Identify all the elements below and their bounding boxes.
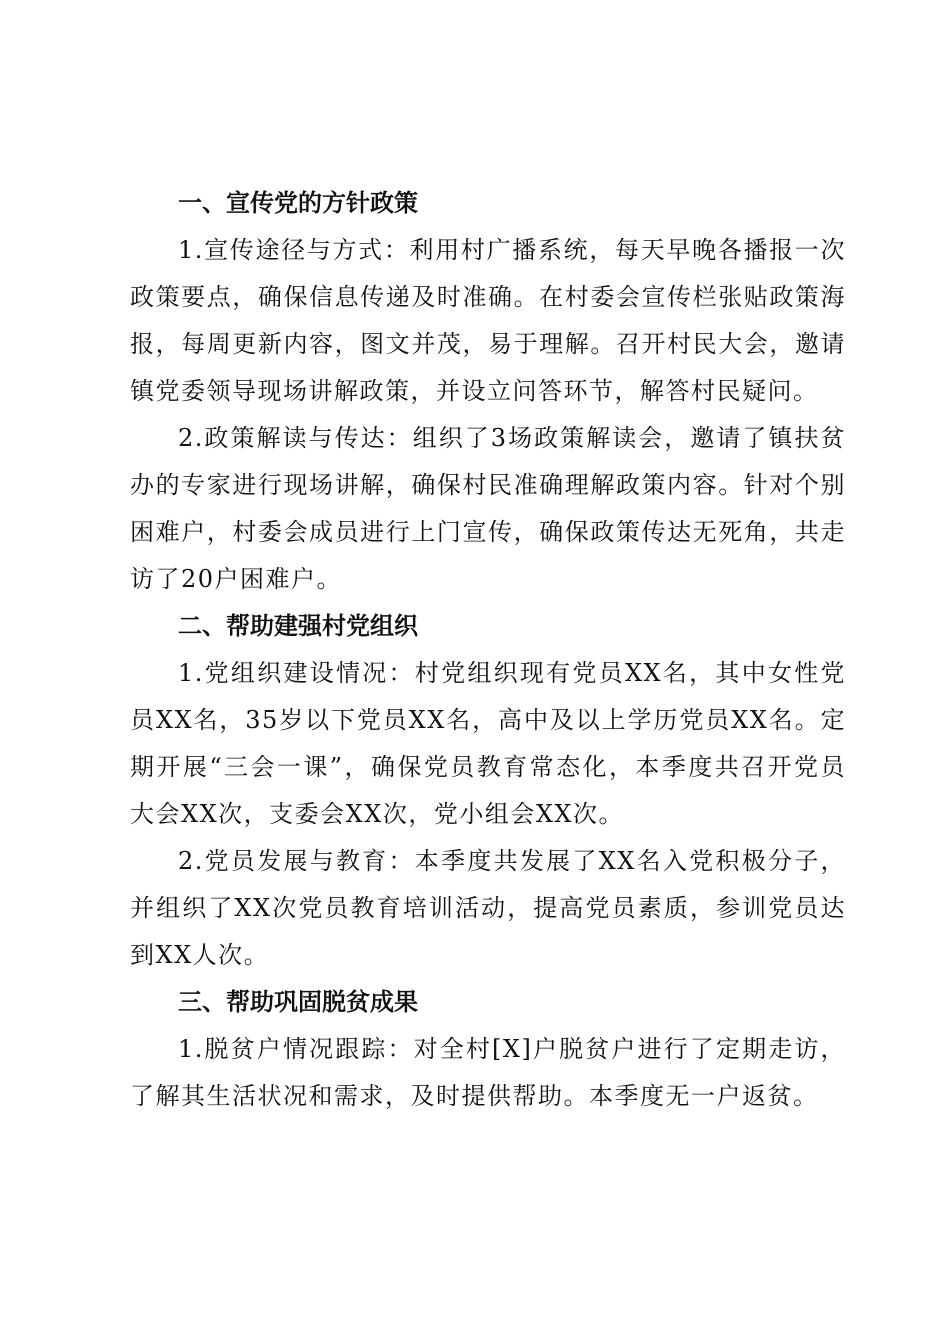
paragraph: 1.宣传途径与方式：利用村广播系统，每天早晚各播报一次政策要点，确保信息传递及时准确。在村委会宣传栏张贴政策海报，每周更新内容，图文并茂，易于理解。召开村民大会，邀请镇党委领导现场讲解政策，并设立问答环节，解答村民疑问。 bbox=[130, 236, 846, 405]
paragraph: 1.脱贫户情况跟踪：对全村[X]户脱贫户进行了定期走访，了解其生活状况和需求，及时提供帮助。本季度无一户返贫。 bbox=[130, 1035, 846, 1110]
paragraph: 1.党组织建设情况：村党组织现有党员XX名，其中女性党员XX名，35岁以下党员XX名，高中及以上学历党员XX名。定期开展“三会一课”，确保党员教育常态化，本季度共召开党员大会XX次，支委会XX次，党小组会XX次。 bbox=[130, 659, 846, 828]
section-party-organization bbox=[130, 603, 846, 979]
section-heading: 三、帮助巩固脱贫成果 bbox=[178, 988, 418, 1016]
paragraph: 2.党员发展与教育：本季度共发展了XX名入党积极分子，并组织了XX次党员教育培训活动，提高党员素质，参训党员达到XX人次。 bbox=[130, 847, 846, 969]
section-poverty-results bbox=[130, 979, 846, 1120]
section-heading: 二、帮助建强村党组织 bbox=[178, 612, 418, 640]
document-page bbox=[130, 180, 846, 1120]
section-propaganda bbox=[130, 180, 846, 603]
paragraph: 2.政策解读与传达：组织了3场政策解读会，邀请了镇扶贫办的专家进行现场讲解，确保村民准确理解政策内容。针对个别困难户，村委会成员进行上门宣传，确保政策传达无死角，共走访了20户困难户。 bbox=[130, 424, 846, 593]
section-heading: 一、宣传党的方针政策 bbox=[178, 189, 418, 217]
